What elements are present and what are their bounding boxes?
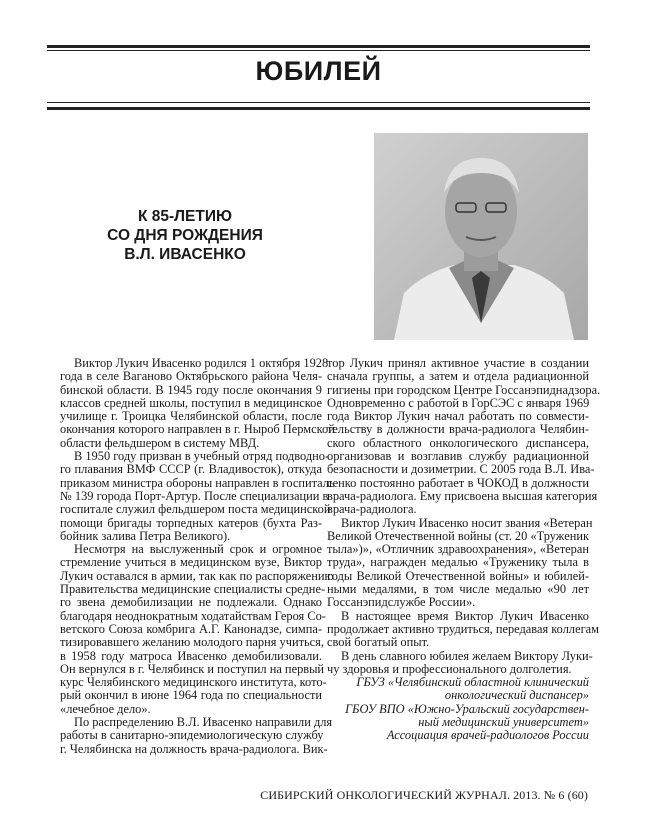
text-line: ными медалями, в том числе медалью «90 лет: [327, 582, 589, 597]
paragraph: [327, 608, 599, 650]
text-line: продолжает активно трудиться, передавая коллегам: [327, 621, 599, 636]
header-rule-top-thin: [47, 50, 590, 51]
portrait-photo: [374, 133, 588, 340]
signature-line: ГБОУ ВПО «Южно-Уральский государствен-: [345, 701, 589, 716]
text-line: го звена демобилизации не подлежали. Однако: [60, 595, 322, 610]
text-line: г. Челябинска на должность врача-радиолога. Вик-: [60, 741, 328, 756]
signature-line: онкологический диспансер»: [444, 688, 589, 703]
text-line: в 1958 году матроса Ивасенко демобилизовали.: [60, 648, 322, 663]
text-line: Одновременно с работой в ГорСЭС с января 1969: [327, 395, 590, 410]
text-column-left: [60, 356, 335, 756]
paragraph: [60, 542, 334, 716]
text-line: рый окончил в июне 1964 года по специальности: [60, 688, 322, 703]
subtitle-line: К 85-ЛЕТИЮ: [138, 208, 232, 225]
paragraph: [60, 449, 335, 543]
signature-block: [327, 676, 589, 742]
text-line: Виктор Лукич Ивасенко носит звания «Ветеран: [341, 515, 593, 530]
text-line: Виктор Лукич Ивасенко родился 1 октября 1928: [74, 356, 329, 370]
text-line: тельству в должности врача-радиолога Челябин-: [327, 422, 589, 437]
text-line: чу здоровья и профессионального долголетия.: [327, 661, 572, 676]
text-line: стремление учиться в медицинском вузе, Виктор: [60, 555, 322, 570]
header-rule-bottom-thin: [47, 102, 590, 103]
signature-line: ГБУЗ «Челябинский областной клинический: [356, 675, 589, 690]
section-title: ЮБИЛЕЙ: [255, 56, 382, 86]
text-line: труда», награжден медалью «Труженику тыла в: [327, 555, 589, 570]
text-line: В 1950 году призван в учебный отряд подводно-: [74, 449, 330, 464]
subtitle-line: В.Л. ИВАСЕНКО: [124, 246, 246, 263]
signature-line: Ассоциация врачей-радиологов России: [386, 728, 589, 743]
signature-line: ный медицинский университет»: [418, 715, 589, 730]
text-line: Несмотря на выслуженный срок и огромное: [74, 542, 322, 557]
text-line: благодаря неоднократным ходатайствам Героя Со-: [60, 608, 326, 623]
text-line: В день славного юбилея желаем Виктору Луки-: [341, 648, 593, 663]
text-line: «лечебное дело».: [60, 701, 151, 716]
text-line: Великой Отечественной войны (ст. 20 «Труженик: [327, 528, 589, 543]
text-line: работы в санитарно-эпидемиологическую службу: [60, 728, 324, 743]
paragraph: [60, 715, 333, 756]
text-line: сенко постоянно работает в ЧОКОД в должности: [327, 475, 589, 490]
text-line: помощи бригады торпедных катеров (бухта Раз-: [60, 515, 322, 530]
paragraph: [327, 648, 593, 677]
text-line: окончания которого направлен в г. Ныроб Пермской: [60, 422, 335, 437]
article-subtitle: [60, 207, 310, 264]
text-line: безопасности и дозиметрии. С 2005 года В.Л. Ива-: [327, 462, 595, 477]
text-line: организовав и возглавив службу радиационной: [327, 449, 589, 464]
journal-footer: СИБИРСКИЙ ОНКОЛОГИЧЕСКИЙ ЖУРНАЛ. 2013. № 6 (60): [260, 788, 588, 802]
subtitle-line: СО ДНЯ РОЖДЕНИЯ: [107, 227, 263, 244]
text-line: Он вернулся в г. Челябинск и поступил на первый: [60, 661, 325, 676]
text-line: Правительства медицинские специалисты средне-: [60, 582, 326, 597]
text-line: сначала группы, а затем и отдела радиационной: [327, 369, 589, 384]
text-line: области фельдшером в систему МВД.: [60, 435, 260, 450]
paragraph: [327, 515, 593, 610]
text-line: № 139 города Порт-Артур. После специализации в: [60, 488, 329, 503]
text-column-right: [327, 356, 601, 743]
text-line: Госсанэпидслужбе России».: [327, 595, 476, 610]
text-line: По распределению В.Л. Ивасенко направили для: [74, 715, 333, 730]
text-line: госпитале служил фельдшером поста медицинской: [60, 502, 331, 517]
text-line: бойник залива Петра Великого).: [60, 528, 231, 543]
text-line: года в селе Ваганово Октябрьского района Челя-: [60, 369, 322, 384]
text-line: Лукич оставался в армии, так как по распоряжению: [60, 568, 334, 583]
text-line: врача-радиолога.: [327, 502, 417, 517]
text-line: врача-радиолога. Ему присвоена высшая категория: [327, 488, 598, 503]
paragraph: [327, 356, 601, 517]
text-line: классов средней школы, поступил в медицинское: [60, 395, 322, 410]
text-line: гигиены при городском Центре Госсанэпиднадзора.: [327, 382, 601, 397]
text-line: года Виктор Лукич начал работать по совмести-: [327, 409, 589, 424]
text-line: курс Челябинского медицинского института, кото-: [60, 675, 327, 690]
header-rule-bottom-thick: [47, 107, 590, 110]
text-line: тизировавшего желанию молодого парня учиться,: [60, 635, 324, 650]
text-line: училище г. Троицка Челябинской области, после: [60, 409, 322, 424]
header-rule-top-thick: [47, 45, 590, 48]
text-line: го плавания ВМФ СССР (г. Владивосток), откуда: [60, 462, 322, 477]
text-line: В настоящее время Виктор Лукич Ивасенко: [341, 608, 589, 623]
paragraph: [60, 356, 335, 450]
text-line: тор Лукич принял активное участие в создании: [327, 356, 589, 370]
text-line: ского областного онкологического диспансера,: [327, 435, 589, 450]
text-line: тыла»)», «Отличник здравоохранения», «Ветеран: [327, 542, 589, 557]
text-line: приказом министра обороны направлен в госпиталь: [60, 475, 335, 490]
text-line: годы Великой Отечественной войны» и юбилей-: [327, 568, 589, 583]
text-line: свой богатый опыт.: [327, 635, 430, 650]
text-line: бинской области. В 1945 году после окончания 9: [60, 382, 322, 397]
text-line: ветского Союза комбрига А.Г. Канонадзе, симпа-: [60, 621, 322, 636]
